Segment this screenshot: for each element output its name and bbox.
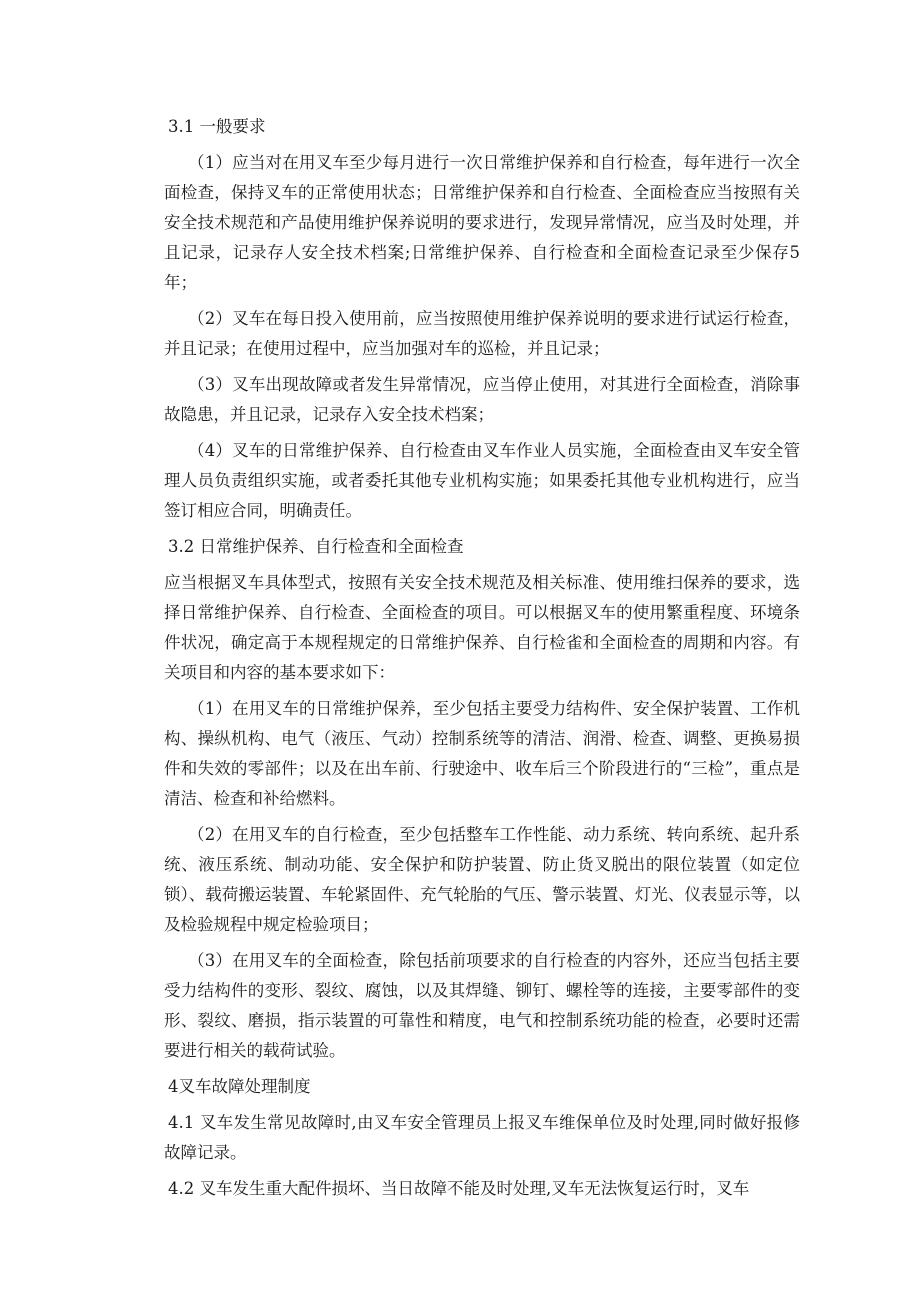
section-3-2-intro: 应当根据叉车具体型式，按照有关安全技术规范及相关标准、使用维扫保养的要求，选择日常维护保养、自行检查、全面检查的项目。可以根据叉车的使用繁重程度、环境条件状况，确定高于本规程规定的日常维护保养、自行检雀和全面检查的周期和内容。有关项目和内容的基本要求如下： (164, 573, 800, 682)
section-3-2-item-3: （3）在用叉车的全面检查，除包括前项要求的自行检查的内容外，还应当包括主要受力结构件的变形、裂纹、腐蚀，以及其焊缝、铆钉、螺栓等的连接，主要零部件的变形、裂纹、磨损，指示装置的可靠性和精度，电气和控制系统功能的检查，必要时还需要进行相关的载荷试验。 (164, 951, 800, 1060)
section-3-1-item-1: （1）应当对在用叉车至少每月进行一次日常维护保养和自行检查，每年进行一次全面检查，保持叉车的正常使用状态；日常维护保养和自行检查、全面检查应当按照有关安全技术规范和产品使用维护保养说明的要求进行，发现异常情况，应当及时处理，并且记录，记录存人安全技术档案;日常维护保养、自行检查和全面检查记录至少保存5年； (164, 153, 800, 292)
section-3-2-heading: 3.2 日常维护保养、自行检查和全面检查 (168, 537, 464, 556)
section-3-1-item-2: （2）叉车在每日投入使用前，应当按照使用维护保养说明的要求进行试运行检查，并且记录；在使用过程中，应当加强对车的巡检，并且记录； (164, 309, 800, 358)
section-3-1-heading: 3.1 一般要求 (168, 117, 266, 136)
section-3-2-item-2: （2）在用叉车的自行检查，至少包括整车工作性能、动力系统、转向系统、起升系统、液压系统、制动功能、安全保护和防护装置、防止货叉脱出的限位装置（如定位锁）、载荷搬运装置、车轮紧固件、充气轮胎的气压、警示装置、灯光、仪表显示等，以及检验规程中规定检验项目； (164, 825, 800, 934)
section-3-2-item-1: （1）在用叉车的日常维护保养，至少包括主要受力结构件、安全保护装置、工作机构、操纵机构、电气（液压、气动）控制系统等的清洁、润滑、检查、调整、更换易损件和失效的零部件；以及在出车前、行驶途中、收车后三个阶段进行的“三检”，重点是清洁、检查和补给燃料。 (164, 699, 800, 808)
section-4-2-paragraph: 4.2 叉车发生重大配件损坏、当日故障不能及时处理,叉车无法恢复运行时，叉车 (168, 1179, 750, 1198)
section-3-1-item-4: （4）叉车的日常维护保养、自行检查由叉车作业人员实施，全面检查由叉车安全管理人员负责组织实施，或者委托其他专业机构实施；如果委托其他专业机构进行，应当签订相应合同，明确责任。 (164, 441, 800, 520)
section-4-1-paragraph: 4.1 叉车发生常见故障时,由叉车安全管理员上报叉车维保单位及时处理,同时做好报修故障记录。 (164, 1113, 800, 1162)
section-3-1-item-3: （3）叉车出现故障或者发生异常情况，应当停止使用，对其进行全面检查，消除事故隐患，并且记录，记录存入安全技术档案； (164, 375, 800, 424)
section-4-heading: 4叉车故障处理制度 (168, 1077, 311, 1096)
